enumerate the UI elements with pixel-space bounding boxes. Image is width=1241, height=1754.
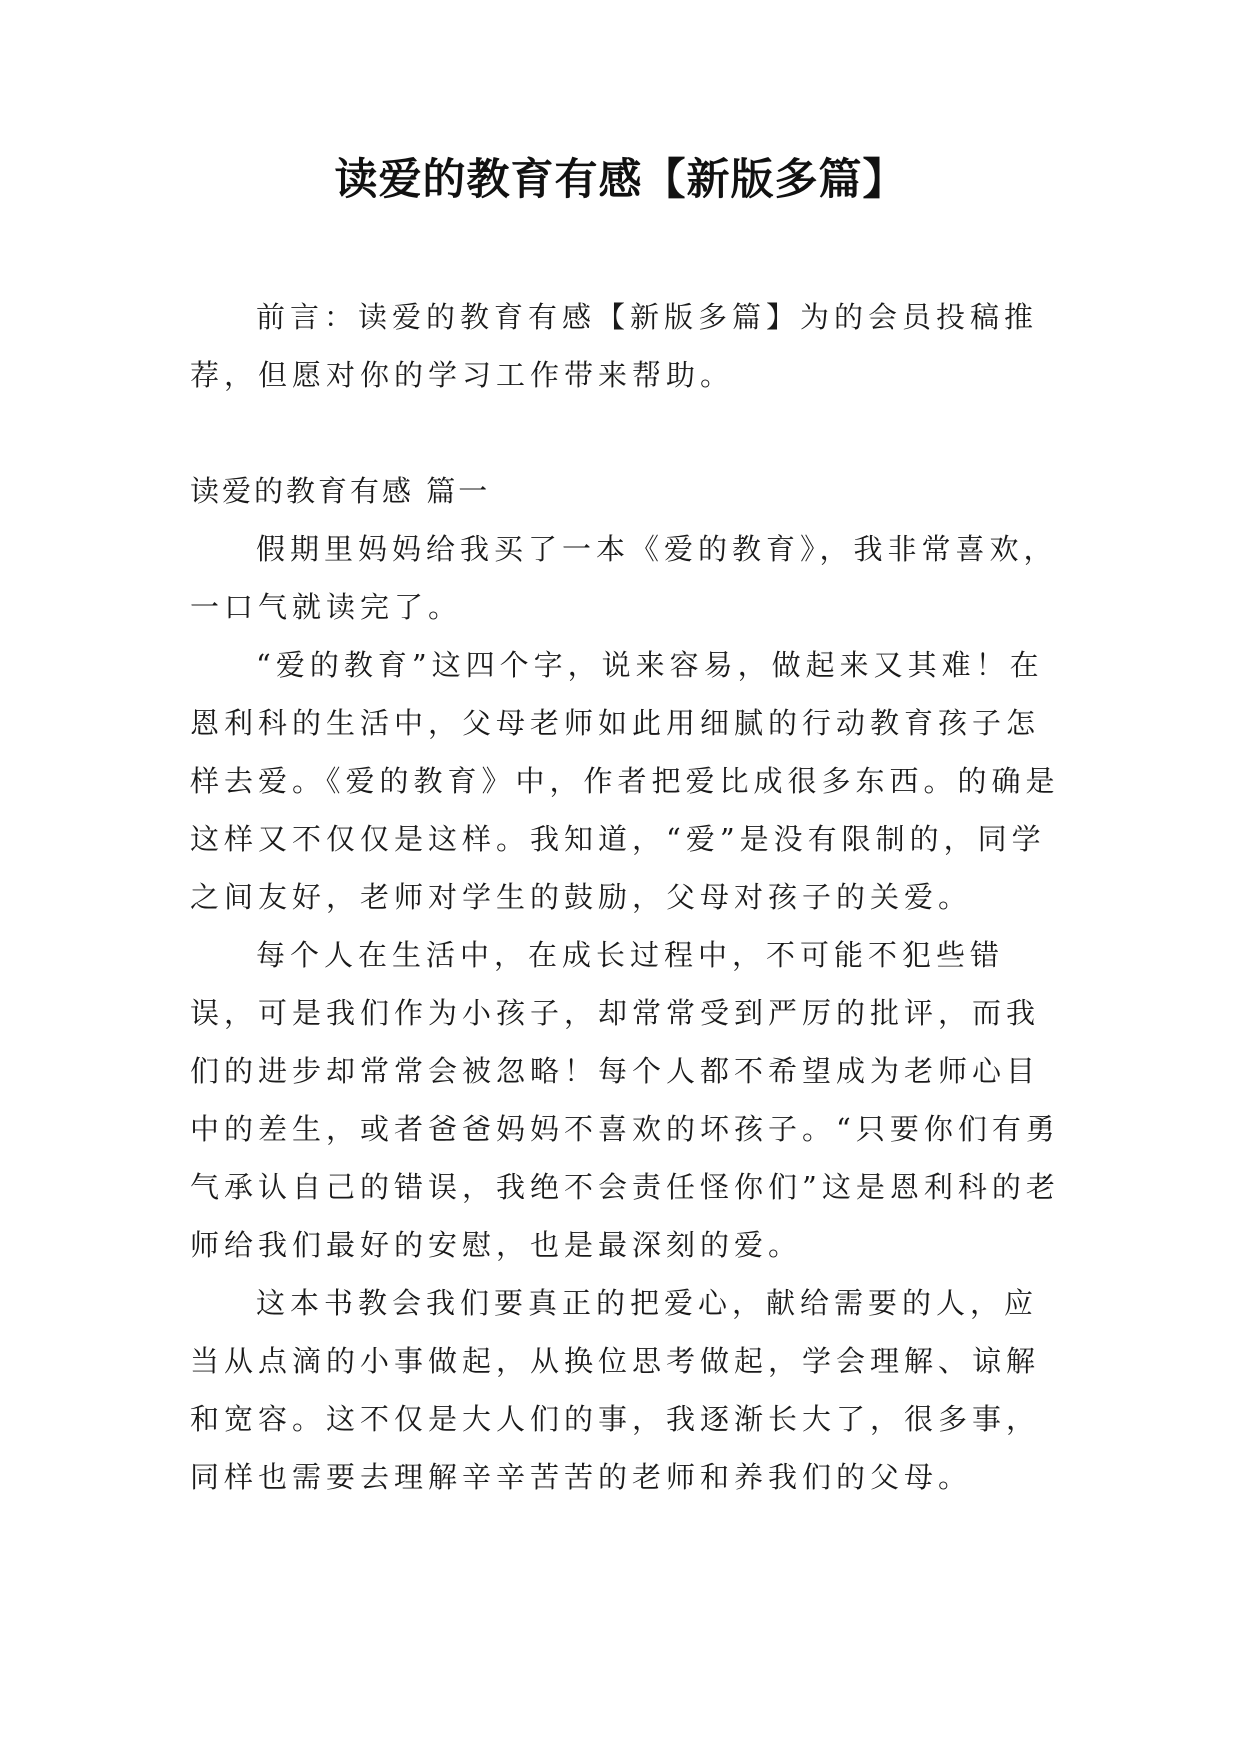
intro-paragraph: 前言：读爱的教育有感【新版多篇】为的会员投稿推荐，但愿对你的学习工作带来帮助。 [190, 300, 1039, 392]
document-title: 读爱的教育有感【新版多篇】 [334, 155, 907, 205]
body-paragraph: 假期里妈妈给我买了一本《爱的教育》，我非常喜欢，一口气就读完了。 [190, 532, 1058, 624]
body-paragraph: “爱的教育”这四个字，说来容易，做起来又其难！在恩利科的生活中，父母老师如此用细腻的行动教育孩子怎样去爱。《爱的教育》中，作者把爱比成很多东西。的确是这样又不仅仅是这样。我知道，“爱”是没有限制的，同学之间友好，老师对学生的鼓励，父母对孩子的关爱。 [190, 648, 1060, 914]
body-paragraph: 每个人在生活中，在成长过程中，不可能不犯些错误，可是我们作为小孩子，却常常受到严厉的批评，而我们的进步却常常会被忽略！每个人都不希望成为老师心目中的差生，或者爸爸妈妈不喜欢的坏孩子。“只要你们有勇气承认自己的错误，我绝不会责任怪你们”这是恩利科的老师给我们最好的安慰，也是最深刻的爱。 [190, 938, 1060, 1262]
body-paragraph: 这本书教会我们要真正的把爱心，献给需要的人，应当从点滴的小事做起，从换位思考做起，学会理解、谅解和宽容。这不仅是大人们的事，我逐渐长大了，很多事，同样也需要去理解辛辛苦苦的老师和养我们的父母。 [190, 1286, 1041, 1494]
section-heading: 读爱的教育有感 篇一 [190, 474, 491, 508]
document-body [190, 288, 1060, 1506]
